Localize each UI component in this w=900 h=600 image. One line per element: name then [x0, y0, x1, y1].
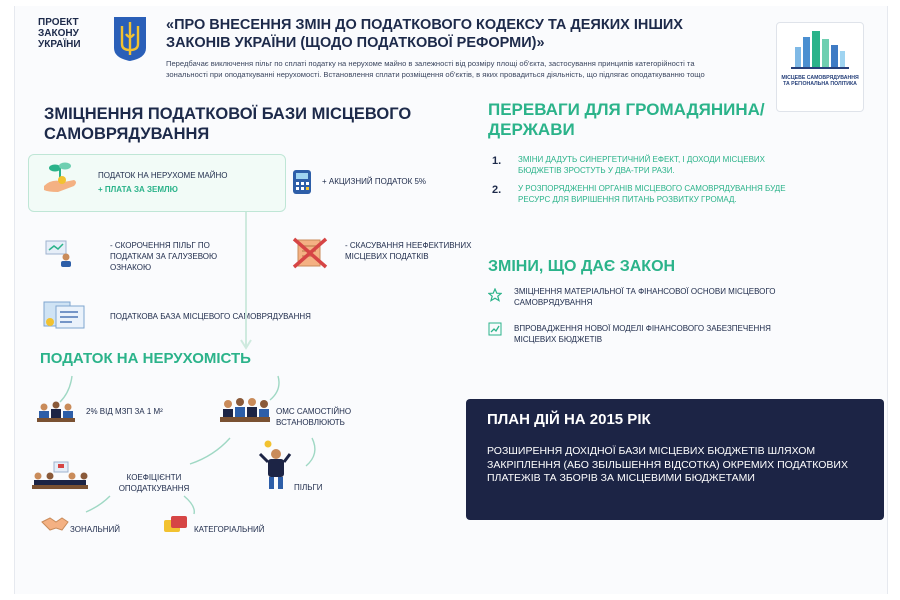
logo-caption: МІСЦЕВЕ САМОВРЯДУВАННЯ ТА РЕГІОНАЛЬНА ПОЛІТИКА [781, 75, 859, 88]
meeting-table-icon [36, 400, 76, 426]
advantage-text: ЗМІНИ ДАДУТЬ СИНЕРГЕТИЧНИЙ ЕФЕКТ, І ДОХОДИ МІСЦЕВИХ БЮДЖЕТІВ ЗРОСТУТЬ У ДВА-ТРИ РАЗИ. [518, 155, 765, 175]
left-heading: ЗМІЦНЕННЯ ПОДАТКОВОЇ БАЗИ МІСЦЕВОГО САМОВРЯДУВАННЯ [44, 105, 412, 143]
advantage-text: У РОЗПОРЯДЖЕННІ ОРГАНІВ МІСЦЕВОГО САМОВРЯДУВАННЯ БУДЕ РЕСУРС ДЛЯ ВИРІШЕННЯ ПИТАНЬ РОЗВИТКУ ГРОМАД. [518, 184, 786, 204]
advantage-number: 2. [492, 184, 502, 196]
advantage-number: 1. [492, 155, 502, 167]
land-fee-label: + ПЛАТА ЗА ЗЕМЛЮ [98, 185, 178, 194]
property-tax-label: ПОДАТОК НА НЕРУХОМЕ МАЙНО [98, 171, 228, 180]
document-title: «ПРО ВНЕСЕННЯ ЗМІН ДО ПОДАТКОВОГО КОДЕКСУ ТА ДЕЯКИХ ІНШИХ ЗАКОНІВ УКРАЇНИ (ЩОДО ПОДАТКОВОЇ РЕФОРМИ)» [166, 17, 683, 51]
lead-paragraph: Передбачає виключення пільг по сплаті податку на нерухоме майно в залежності від розміру площі об'єкта, застосування принципів категорійності та зональності при оподаткуванні нерухомості. Встановлення сплати розміщення об'єктів, в яких провадиться діяльність, що підлягає оподаткуванню тощо [166, 59, 705, 79]
cancel-taxes-label: - СКАСУВАННЯ НЕЕФЕКТИВНИХ МІСЦЕВИХ ПОДАТКІВ [345, 241, 472, 261]
categorial-label: КАТЕГОРІАЛЬНИЙ [194, 525, 265, 534]
conference-icon [30, 460, 90, 494]
chart-growth-icon [488, 322, 502, 336]
action-plan-title: ПЛАН ДІЙ НА 2015 РІК [487, 411, 651, 428]
action-plan-body: РОЗШИРЕННЯ ДОХІДНОЇ БАЗИ МІСЦЕВИХ БЮДЖЕТІВ ШЛЯХОМ ЗАКРІПЛЕННЯ (АБО ЗБІЛЬШЕННЯ ВІДСОТКА) ОКРЕМИХ ПОДАТКОВИХ ПЛАТЕЖІВ ТА ЗБОРІВ ЗА МІСЦЕВИМИ БЮДЖЕТАМИ [487, 445, 848, 484]
change-item: ВПРОВАДЖЕННЯ НОВОЇ МОДЕЛІ ФІНАНСОВОГО ЗАБЕЗПЕЧЕННЯ МІСЦЕВИХ БЮДЖЕТІВ [514, 324, 771, 344]
coefficients-label: КОЕФІЦІЄНТИ ОПОДАТКУВАННЯ [118, 473, 190, 493]
zonal-label: ЗОНАЛЬНИЙ [70, 525, 121, 534]
handshake-icon [40, 514, 70, 534]
rate-label: 2% ВІД МЗП ЗА 1 М² [86, 407, 163, 416]
star-icon [488, 288, 502, 302]
category-cards-icon [162, 514, 190, 536]
businessman-icon [254, 440, 292, 492]
council-meeting-icon [218, 394, 272, 428]
action-plan-panel [466, 399, 884, 520]
real-estate-tax-heading: ПОДАТОК НА НЕРУХОМІСТЬ [40, 350, 251, 367]
oms-label: ОМС САМОСТІЙНО ВСТАНОВЛЮЮТЬ [276, 407, 352, 427]
changes-heading: ЗМІНИ, ЩО ДАЄ ЗАКОН [488, 258, 676, 275]
change-item: ЗМІЦНЕННЯ МАТЕРІАЛЬНОЇ ТА ФІНАНСОВОЇ ОСНОВИ МІСЦЕВОГО САМОВРЯДУВАННЯ [514, 287, 776, 307]
tax-base-label: ПОДАТКОВА БАЗА МІСЦЕВОГО САМОВРЯДУВАННЯ [110, 312, 311, 321]
benefits-label: ПІЛЬГИ [294, 483, 323, 492]
reduce-benefits-label: - СКОРОЧЕННЯ ПІЛЬГ ПО ПОДАТКАМ ЗА ГАЛУЗЕВОЮ ОЗНАКОЮ [110, 241, 218, 272]
excise-label: + АКЦИЗНИЙ ПОДАТОК 5% [322, 177, 427, 186]
advantages-heading: ПЕРЕВАГИ ДЛЯ ГРОМАДЯНИНА/ДЕРЖАВИ [488, 100, 765, 139]
project-label: ПРОЕКТ ЗАКОНУ УКРАЇНИ [38, 17, 81, 50]
